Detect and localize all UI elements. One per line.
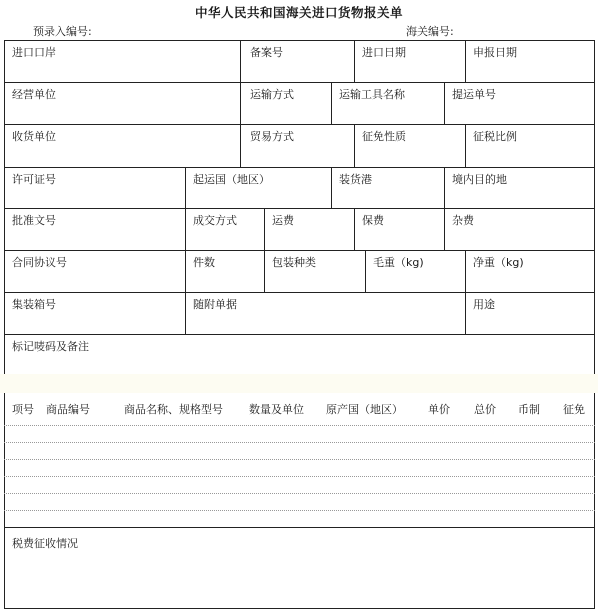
goods-col-total-price: 总价 (474, 403, 496, 416)
goods-row-line (4, 476, 595, 477)
container-number-label: 集装箱号 (12, 298, 56, 311)
goods-row-line (4, 510, 595, 511)
col-divider (365, 250, 366, 292)
transport-mode-label: 运输方式 (250, 88, 294, 101)
col-divider (465, 292, 466, 334)
col-divider (465, 40, 466, 82)
goods-col-hs-code: 商品编号 (46, 403, 90, 416)
col-divider (444, 82, 445, 124)
col-divider (240, 82, 241, 124)
goods-row-line (4, 442, 595, 443)
goods-row-line (4, 425, 595, 426)
col-divider (331, 167, 332, 208)
insurance-label: 保费 (362, 214, 384, 227)
usage-label: 用途 (473, 298, 495, 311)
consignee-label: 收货单位 (12, 130, 56, 143)
col-divider (264, 250, 265, 292)
attached-documents-label: 随附单据 (193, 298, 237, 311)
domestic-destination-label: 境内目的地 (452, 173, 507, 186)
loading-port-label: 装货港 (339, 173, 372, 186)
operating-unit-label: 经营单位 (12, 88, 56, 101)
origin-country-label: 起运国（地区） (193, 173, 270, 186)
trade-mode-label: 贸易方式 (250, 130, 294, 143)
record-number-label: 备案号 (250, 46, 283, 59)
goods-col-quantity-unit: 数量及单位 (249, 403, 304, 416)
preentry-number-label: 预录入编号: (33, 25, 92, 38)
goods-col-name-spec: 商品名称、规格型号 (124, 403, 223, 416)
net-weight-label: 净重（kg) (473, 256, 524, 269)
declaration-upper-block (4, 40, 595, 374)
customs-number-label: 海关编号: (406, 25, 454, 38)
transport-vehicle-label: 运输工具名称 (339, 88, 405, 101)
col-divider (354, 208, 355, 250)
col-divider (444, 208, 445, 250)
license-number-label: 许可证号 (12, 173, 56, 186)
package-type-label: 包装种类 (272, 256, 316, 269)
row-divider (4, 250, 595, 251)
goods-row-line (4, 459, 595, 460)
goods-col-currency: 币制 (518, 403, 540, 416)
row-divider (4, 292, 595, 293)
row-divider (4, 167, 595, 168)
package-count-label: 件数 (193, 256, 215, 269)
contract-number-label: 合同协议号 (12, 256, 67, 269)
col-divider (240, 40, 241, 82)
row-divider (4, 82, 595, 83)
col-divider (354, 124, 355, 167)
col-divider (354, 40, 355, 82)
import-date-label: 进口日期 (362, 46, 406, 59)
goods-col-item-no: 项号 (12, 403, 34, 416)
declaration-date-label: 申报日期 (473, 46, 517, 59)
page-gap (0, 374, 598, 393)
col-divider (185, 250, 186, 292)
goods-col-origin-country: 原产国（地区） (326, 403, 403, 416)
approval-number-label: 批准文号 (12, 214, 56, 227)
marks-remarks-label: 标记唛码及备注 (12, 340, 89, 353)
col-divider (331, 82, 332, 124)
row-divider (4, 334, 595, 335)
bill-of-lading-label: 提运单号 (452, 88, 496, 101)
col-divider (264, 208, 265, 250)
row-divider (4, 208, 595, 209)
gross-weight-label: 毛重（kg) (373, 256, 424, 269)
tax-collection-label: 税费征收情况 (12, 537, 78, 550)
col-divider (185, 167, 186, 208)
tax-section-divider (4, 527, 595, 528)
tax-ratio-label: 征税比例 (473, 130, 517, 143)
goods-col-unit-price: 单价 (428, 403, 450, 416)
misc-fees-label: 杂费 (452, 214, 474, 227)
col-divider (465, 124, 466, 167)
freight-label: 运费 (272, 214, 294, 227)
goods-row-line (4, 493, 595, 494)
col-divider (465, 250, 466, 292)
row-divider (4, 124, 595, 125)
col-divider (185, 292, 186, 334)
import-port-label: 进口口岸 (12, 46, 56, 59)
goods-col-exemption: 征免 (563, 403, 585, 416)
col-divider (240, 124, 241, 167)
form-title: 中华人民共和国海关进口货物报关单 (194, 5, 403, 20)
col-divider (185, 208, 186, 250)
col-divider (444, 167, 445, 208)
transaction-mode-label: 成交方式 (193, 214, 237, 227)
exemption-nature-label: 征免性质 (362, 130, 406, 143)
